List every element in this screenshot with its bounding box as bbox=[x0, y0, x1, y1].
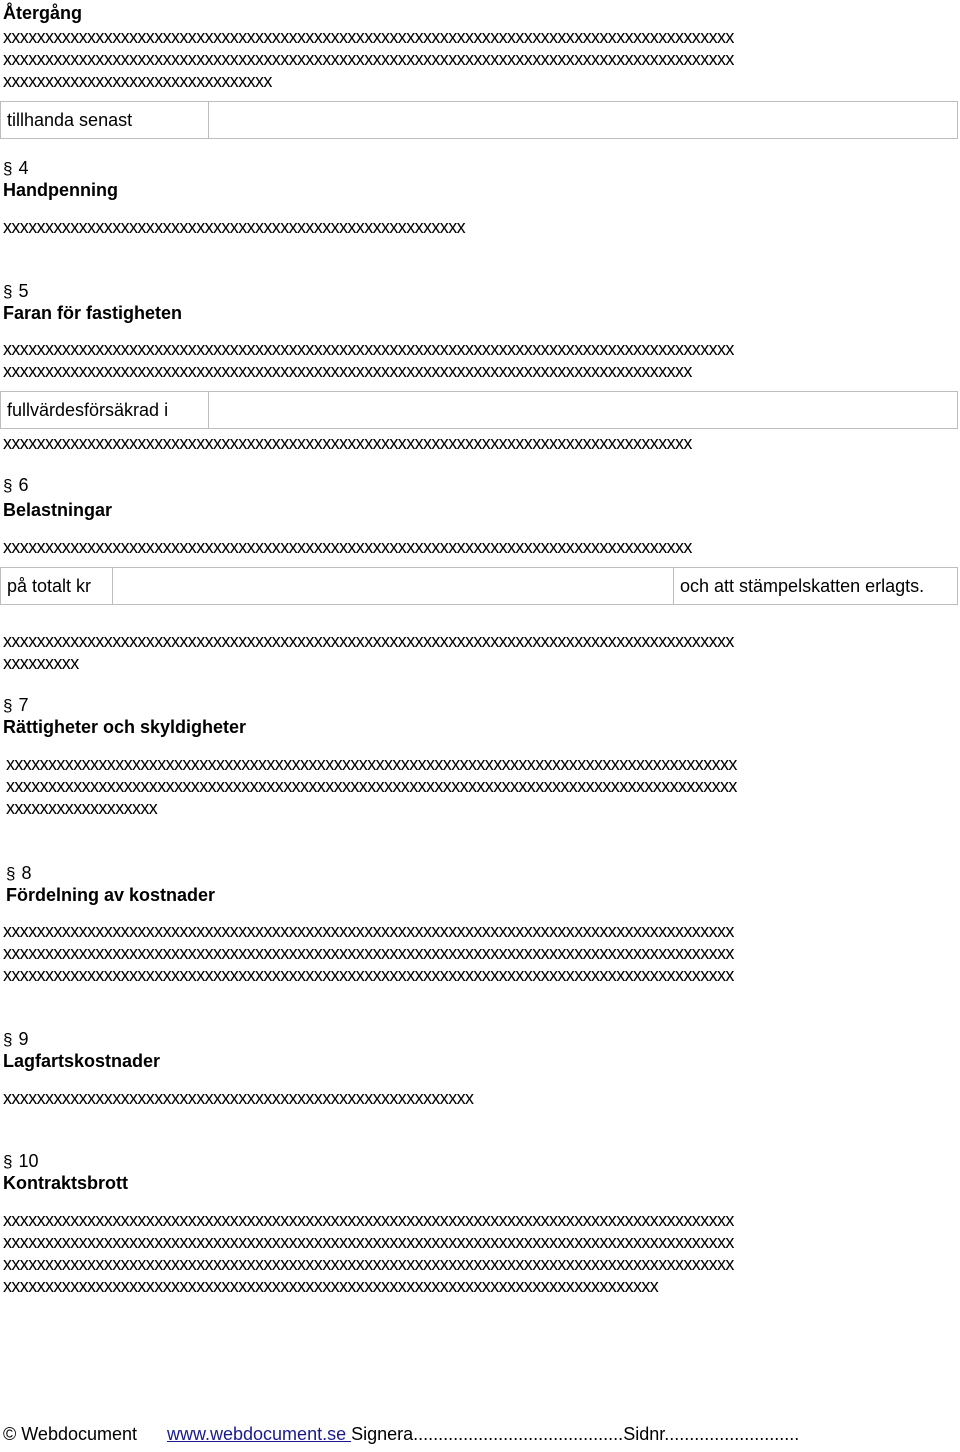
section-number-9: § 9 bbox=[3, 1029, 29, 1049]
paragraph-icon: § bbox=[3, 159, 13, 178]
text-line: xxxxxxxxxxxxxxxxxxxxxxxxxxxxxxxxxxxxxxxxxxxxxxxxxxxxxxxxxxxxxxxxxxxxxxxxxxxxxxxxxxxxxxx bbox=[3, 1232, 734, 1252]
section-number-7: § 7 bbox=[3, 695, 29, 715]
footer-dots: ........................... bbox=[664, 1424, 800, 1444]
footer-link[interactable]: www.webdocument.se bbox=[167, 1424, 352, 1444]
section-number-4: § 4 bbox=[3, 158, 29, 178]
section-title-fordelning: Fördelning av kostnader bbox=[6, 885, 216, 905]
footer-dots: .......................................... bbox=[413, 1424, 624, 1444]
field-label: tillhanda senast bbox=[7, 109, 133, 130]
section-number-5: § 5 bbox=[3, 281, 29, 301]
field-row-belopp bbox=[0, 567, 958, 605]
text-line: xxxxxxxxxxxxxxxxxxxxxxxxxxxxxxxxxxxxxxxxxxxxxxxxxxxxxxxxxxxxxxxxxxxxxxxxxxxxxxxxxx bbox=[3, 361, 692, 381]
paragraph-icon: § bbox=[6, 864, 16, 883]
section-title-atergang: Återgång bbox=[3, 3, 83, 23]
field-value-forsakring[interactable] bbox=[209, 392, 957, 428]
text-line: xxxxxxxxxxxxxxxxxxxxxxxxxxxxxxxxxxxxxxxxxxxxxxxxxxxxxxxxxxxxxxxxxxxxxxxxxxxxxx bbox=[3, 1276, 659, 1296]
footer-page-label: Sidnr bbox=[623, 1424, 665, 1444]
field-suffix: och att stämpelskatten erlagts. bbox=[680, 575, 925, 596]
section-number-8: § 8 bbox=[6, 863, 32, 883]
section-title-lagfart: Lagfartskostnader bbox=[3, 1051, 161, 1071]
footer bbox=[3, 1424, 799, 1445]
text-line: xxxxxxxxxxxxxxxxxxxxxxxxxxxxxxxxxxxxxxxxxxxxxxxxxxxxxxxxxxxxxxxxxxxxxxxxxxxxxxxxxxxxxxx bbox=[6, 776, 737, 796]
section-title-kontraktsbrott: Kontraktsbrott bbox=[3, 1173, 128, 1193]
paragraph-icon: § bbox=[3, 282, 13, 301]
field-value-tillhanda[interactable] bbox=[209, 102, 957, 138]
text-line: xxxxxxxxxxxxxxxxxxxxxxxxxxxxxxxxxxxxxxxxxxxxxxxxxxxxxxxxxxxxxxxxxxxxxxxxxxxxxxxxxxxxxxx bbox=[6, 754, 737, 774]
text-line: xxxxxxxxxxxxxxxxxxxxxxxxxxxxxxxxxxxxxxxxxxxxxxxxxxxxxxxxxxxxxxxxxxxxxxxxxxxxxxxxxxxxxxx bbox=[3, 339, 734, 359]
text-line: xxxxxxxxxxxxxxxxxxxxxxxxxxxxxxxxxxxxxxxxxxxxxxxxxxxxxxxxxxxxxxxxxxxxxxxxxxxxxxxxxx bbox=[3, 537, 692, 557]
text-line: xxxxxxxxxxxxxxxxxx bbox=[6, 798, 158, 818]
text-line: xxxxxxxxxxxxxxxxxxxxxxxxxxxxxxxxxxxxxxxxxxxxxxxxxxxxxxxxxxxxxxxxxxxxxxxxxxxxxxxxxxxxxxx bbox=[3, 943, 734, 963]
section-title-faran: Faran för fastigheten bbox=[3, 303, 183, 323]
field-value-belopp[interactable] bbox=[113, 568, 673, 604]
section-number-10: § 10 bbox=[3, 1151, 39, 1171]
footer-copyright: © Webdocument bbox=[3, 1424, 137, 1444]
text-line: xxxxxxxxxxxxxxxxxxxxxxxxxxxxxxxxxxxxxxxxxxxxxxxxxxxxxxxxxxxxxxxxxxxxxxxxxxxxxxxxxxxxxxx bbox=[3, 921, 734, 941]
field-label: på totalt kr bbox=[7, 575, 92, 596]
text-line: xxxxxxxxxxxxxxxxxxxxxxxxxxxxxxxxxxxxxxxxxxxxxxxxxxxxxxxxxxxxxxxxxxxxxxxxxxxxxxxxxxxxxxx bbox=[3, 1210, 734, 1230]
section-title-handpenning: Handpenning bbox=[3, 180, 118, 200]
text-line: xxxxxxxxxxxxxxxxxxxxxxxxxxxxxxxxxxxxxxxxxxxxxxxxxxxxxxxxxxxxxxxxxxxxxxxxxxxxxxxxxxxxxxx bbox=[3, 49, 734, 69]
paragraph-icon: § bbox=[3, 696, 13, 715]
footer-sign-label: Signera bbox=[351, 1424, 414, 1444]
text-line: xxxxxxxxxxxxxxxxxxxxxxxxxxxxxxxxxxxxxxxxxxxxxxxxxxxxxxxxxxxxxxxxxxxxxxxxxxxxxxxxxxxxxxx bbox=[3, 27, 734, 47]
paragraph-icon: § bbox=[3, 476, 13, 495]
section-number-6: § 6 bbox=[3, 475, 29, 495]
text-line: xxxxxxxxxxxxxxxxxxxxxxxxxxxxxxxxxxxxxxxxxxxxxxxxxxxxxxxx bbox=[3, 1088, 474, 1108]
text-line: xxxxxxxxxxxxxxxxxxxxxxxxxxxxxxxxxxxxxxxxxxxxxxxxxxxxxxx bbox=[3, 217, 466, 237]
field-row-fullvardesforsakrad bbox=[0, 391, 958, 429]
field-label: fullvärdesförsäkrad i bbox=[7, 399, 169, 420]
section-title-rattigheter: Rättigheter och skyldigheter bbox=[3, 717, 247, 737]
text-line: xxxxxxxxxxxxxxxxxxxxxxxxxxxxxxxxxxxxxxxxxxxxxxxxxxxxxxxxxxxxxxxxxxxxxxxxxxxxxxxxxxxxxxx bbox=[3, 631, 734, 651]
text-line: xxxxxxxxxxxxxxxxxxxxxxxxxxxxxxxxxxxxxxxxxxxxxxxxxxxxxxxxxxxxxxxxxxxxxxxxxxxxxxxxxxxxxxx bbox=[3, 965, 734, 985]
text-line: xxxxxxxxx bbox=[3, 653, 79, 673]
field-row-tillhanda bbox=[0, 101, 958, 139]
paragraph-icon: § bbox=[3, 1030, 13, 1049]
text-line: xxxxxxxxxxxxxxxxxxxxxxxxxxxxxxxxxxxxxxxxxxxxxxxxxxxxxxxxxxxxxxxxxxxxxxxxxxxxxxxxxx bbox=[3, 433, 692, 453]
paragraph-icon: § bbox=[3, 1152, 13, 1171]
section-title-belastningar: Belastningar bbox=[3, 500, 113, 520]
text-line: xxxxxxxxxxxxxxxxxxxxxxxxxxxxxxxxxxxxxxxxxxxxxxxxxxxxxxxxxxxxxxxxxxxxxxxxxxxxxxxxxxxxxxx bbox=[3, 1254, 734, 1274]
text-line: xxxxxxxxxxxxxxxxxxxxxxxxxxxxxxxx bbox=[3, 71, 272, 91]
